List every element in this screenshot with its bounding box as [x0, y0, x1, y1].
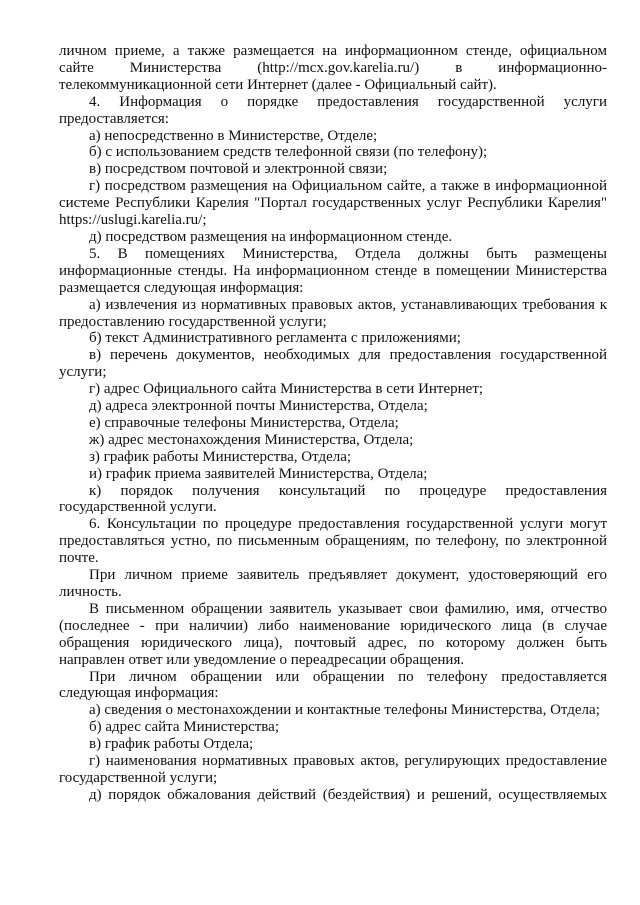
paragraph: ж) адрес местонахождения Министерства, Отдела;: [89, 431, 414, 448]
paragraph: г) наименования нормативных правовых актов, регулирующих предоставление государственной услуги;: [59, 753, 607, 786]
paragraph: При личном приеме заявитель предъявляет документ, удостоверяющий его личность.: [59, 567, 607, 600]
paragraph: д) порядок обжалования действий (бездействия) и решений, осуществляемых: [89, 786, 607, 803]
paragraph: 5. В помещениях Министерства, Отдела должны быть размещены информационные стенды. На информационном стенде в помещении Министерства размещается следующая информация:: [59, 245, 607, 296]
paragraph: г) адрес Официального сайта Министерства в сети Интернет;: [89, 381, 484, 398]
paragraph: б) текст Административного регламента с приложениями;: [89, 330, 461, 347]
paragraph: д) посредством размещения на информационном стенде.: [89, 228, 453, 245]
paragraph: а) непосредственно в Министерстве, Отделе;: [89, 127, 378, 144]
paragraph: б) адрес сайта Министерства;: [89, 719, 279, 736]
paragraph: а) сведения о местонахождении и контактные телефоны Министерства, Отдела;: [89, 702, 600, 719]
paragraph: 6. Консультации по процедуре предоставления государственной услуги могут предоставляться устно, по письменным обращениям, по телефону, по электронной почте.: [59, 516, 607, 567]
paragraph: и) график приема заявителей Министерства, Отдела;: [89, 465, 428, 482]
paragraph: личном приеме, а также размещается на информационном стенде, официальном сайте Министерства (http://mcx.gov.karelia.ru/) в информационно-телекоммуникационной сети Интернет (далее - Официальный сайт).: [59, 43, 607, 93]
paragraph: а) извлечения из нормативных правовых актов, устанавливающих требования к предоставлению государственной услуги;: [59, 296, 607, 330]
paragraph: 4. Информация о порядке предоставления государственной услуги предоставляется:: [59, 93, 607, 127]
paragraph: в) график работы Отдела;: [89, 736, 254, 753]
paragraph: г) посредством размещения на Официальном сайте, а также в информационной системе Республики Карелия "Портал государственных услуг Республики Карелия" https://uslugi.karelia.ru/;: [59, 178, 607, 229]
paragraph: в) перечень документов, необходимых для предоставления государственной услуги;: [59, 347, 607, 381]
paragraph: з) график работы Министерства, Отдела;: [89, 448, 352, 465]
paragraph: В письменном обращении заявитель указывает свои фамилию, имя, отчество (последнее - при наличии) либо наименование юридического лица (в случае обращения юридического лица), почтовый адрес, по которому должен быть направлен ответ или уведомление о переадресации обращения.: [59, 600, 607, 668]
paragraph: б) с использованием средств телефонной связи (по телефону);: [89, 144, 488, 161]
document-body: [59, 43, 607, 804]
paragraph: в) посредством почтовой и электронной связи;: [89, 161, 388, 178]
paragraph: к) порядок получения консультаций по процедуре предоставления государственной услуги.: [59, 482, 607, 516]
paragraph: д) адреса электронной почты Министерства, Отдела;: [89, 398, 428, 415]
paragraph: е) справочные телефоны Министерства, Отдела;: [89, 414, 399, 431]
paragraph: При личном обращении или обращении по телефону предоставляется следующая информация:: [59, 668, 607, 702]
